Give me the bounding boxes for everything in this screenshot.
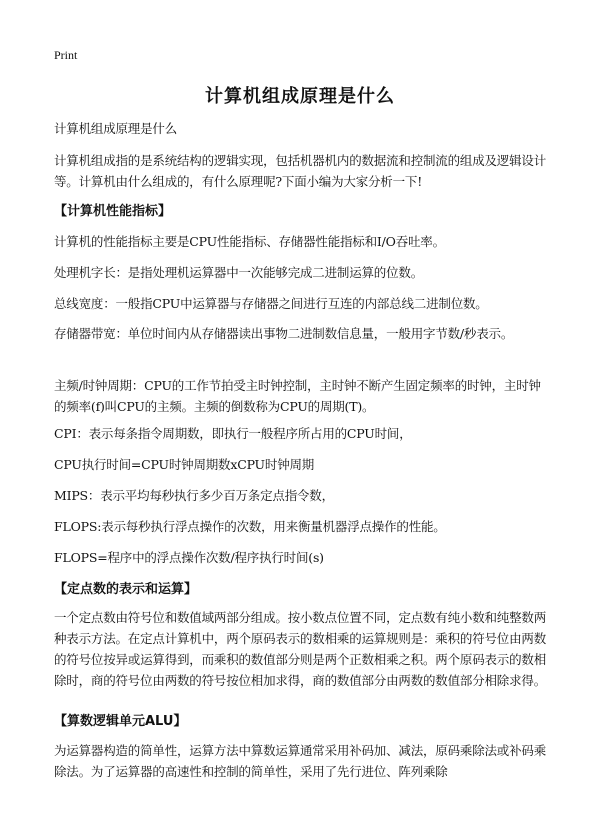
paragraph: 为运算器构造的简单性，运算方法中算数运算通常采用补码加、减法，原码乘除法或补码乘除法。为了运算器的高速性和控制的简单性，采用了先行进位、阵列乘除 bbox=[54, 743, 547, 779]
intro-paragraph: 计算机组成指的是系统结构的逻辑实现，包括机器机内的数据流和控制流的组成及逻辑设计等。计算机由什么组成的，有什么原理呢?下面小编为大家分析一下! bbox=[54, 153, 547, 189]
paragraph: FLOPS=程序中的浮点操作次数/程序执行时间(s) bbox=[54, 550, 324, 565]
paragraph: 处理机字长：是指处理机运算器中一次能够完成二进制运算的位数。 bbox=[54, 265, 424, 280]
print-label: Print bbox=[54, 48, 78, 62]
paragraph: MIPS：表示平均每秒执行多少百万条定点指令数， bbox=[54, 488, 334, 503]
paragraph: 计算机的性能指标主要是CPU性能指标、存储器性能指标和I/O吞吐率。 bbox=[54, 234, 445, 249]
paragraph: CPI：表示每条指令周期数，即执行一般程序所占用的CPU时间， bbox=[54, 426, 412, 441]
section-heading-fixed-point: 【定点数的表示和运算】 bbox=[54, 582, 198, 597]
document-title: 计算机组成原理是什么 bbox=[205, 86, 395, 107]
paragraph: CPU执行时间=CPU时钟周期数xCPU时钟周期 bbox=[54, 457, 315, 472]
paragraph: 一个定点数由符号位和数值域两部分组成。按小数点位置不同，定点数有纯小数和纯整数两种表示方法。在定点计算机中，两个原码表示的数相乘的运算规则是：乘积的符号位由两数的符号位按异或运算得到，而乘积的数值部分则是两个正数相乘之积。两个原码表示的数相除时，商的符号位由两数的符号按位相加求得，商的数值部分由两数的数值部分相除求得。 bbox=[54, 610, 547, 688]
paragraph: 总线宽度：一般指CPU中运算器与存储器之间进行互连的内部总线二进制位数。 bbox=[54, 296, 488, 311]
paragraph: 主频/时钟周期：CPU的工作节拍受主时钟控制，主时钟不断产生固定频率的时钟，主时钟的频率(f)叫CPU的主频。主频的倒数称为CPU的周期(T)。 bbox=[54, 378, 541, 414]
paragraph: FLOPS:表示每秒执行浮点操作的次数，用来衡量机器浮点操作的性能。 bbox=[54, 519, 446, 534]
paragraph: 存储器带宽：单位时间内从存储器读出事物二进制数信息量，一般用字节数/秒表示。 bbox=[54, 326, 514, 341]
section-heading-alu: 【算数逻辑单元ALU】 bbox=[54, 714, 187, 729]
section-heading-performance: 【计算机性能指标】 bbox=[54, 204, 172, 219]
document-subtitle: 计算机组成原理是什么 bbox=[54, 121, 178, 136]
